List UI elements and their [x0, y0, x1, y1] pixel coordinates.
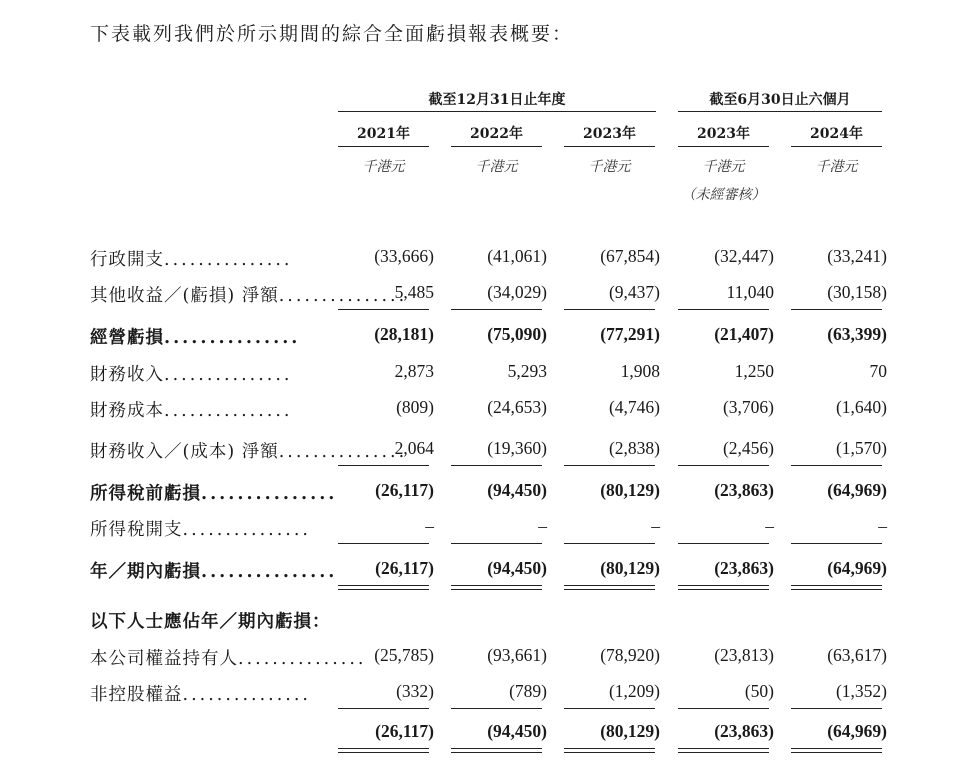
table-cell: (63,399) [827, 324, 887, 344]
table-cell: (33,666) [374, 246, 434, 266]
unit-label: 千港元 [475, 159, 518, 175]
table-cell: (2,456) [722, 438, 774, 458]
subtotal-underline [678, 543, 769, 544]
row-label-text: 其他收益／(虧損) 淨額 [90, 286, 279, 306]
table-cell: (1,640) [835, 397, 887, 417]
row-label [90, 608, 340, 633]
table-cell: (4,746) [608, 397, 660, 417]
table-cell: 1,250 [734, 361, 774, 381]
group-header-interim: 截至6月30日止六個月 [709, 92, 851, 108]
subtotal-underline [451, 543, 542, 544]
table-cell: (24,653) [487, 397, 547, 417]
table-cell: (33,241) [827, 246, 887, 266]
year-header: 2022年 [470, 126, 523, 142]
row-label-text: 本公司權益持有人 [90, 649, 238, 669]
table-cell: (94,450) [487, 480, 547, 500]
table-cell: (32,447) [714, 246, 774, 266]
row-label-text: 財務成本 [90, 401, 164, 421]
row-label-text: 財務收入 [90, 365, 164, 385]
table-cell: (26,117) [375, 558, 434, 578]
year-underline [451, 146, 542, 147]
table-cell: (77,291) [600, 324, 660, 344]
total-double-underline [791, 748, 882, 753]
table-cell: (25,785) [374, 645, 434, 665]
year-underline [678, 146, 769, 147]
table-cell: (64,969) [827, 480, 887, 500]
subtotal-underline [338, 543, 429, 544]
subtotal-underline [451, 708, 542, 709]
leader-dots: ............... [278, 286, 408, 306]
subtotal-underline [338, 465, 429, 466]
year-underline [338, 146, 429, 147]
unit-label: 千港元 [362, 159, 405, 175]
table-cell: (332) [396, 681, 434, 701]
subtotal-underline [564, 465, 655, 466]
table-cell: (23,863) [714, 480, 774, 500]
subtotal-underline [451, 465, 542, 466]
row-label-text: 行政開支 [90, 250, 164, 270]
subtotal-underline [791, 309, 882, 310]
table-cell: (34,029) [487, 282, 547, 302]
subtotal-underline [564, 543, 655, 544]
row-label-text: 財務收入／(成本) 淨額 [90, 442, 279, 462]
leader-dots: ............... [201, 484, 338, 504]
table-cell: (30,158) [827, 282, 887, 302]
table-cell: 5,485 [394, 282, 434, 302]
leader-dots: ............... [164, 250, 293, 270]
table-cell: (26,117) [375, 721, 434, 741]
group-header-annual: 截至12月31日止年度 [428, 92, 566, 108]
table-cell: (80,129) [600, 558, 660, 578]
group-underline-annual [338, 111, 656, 112]
leader-dots: ............... [164, 328, 301, 348]
table-cell: (93,661) [487, 645, 547, 665]
leader-dots: ............... [182, 685, 311, 705]
table-cell: (67,854) [600, 246, 660, 266]
table-cell: (23,863) [714, 721, 774, 741]
unit-label: 千港元 [588, 159, 631, 175]
total-double-underline [564, 748, 655, 753]
leader-dots: ............... [201, 562, 338, 582]
table-cell: (3,706) [722, 397, 774, 417]
total-double-underline [564, 585, 655, 590]
subtotal-underline [791, 543, 882, 544]
row-label-text: 所得稅前虧損 [90, 484, 201, 504]
table-cell: (23,863) [714, 558, 774, 578]
table-cell: (78,920) [600, 645, 660, 665]
group-underline-interim [678, 111, 882, 112]
table-cell: 2,873 [394, 361, 434, 381]
row-label-text: 年／期內虧損 [90, 562, 201, 582]
row-label-text: 非控股權益 [90, 685, 183, 705]
table-cell: (80,129) [600, 721, 660, 741]
table-cell: (41,061) [487, 246, 547, 266]
total-double-underline [338, 585, 429, 590]
unaudited-note: （未經審核） [681, 187, 766, 203]
total-double-underline [451, 585, 542, 590]
total-double-underline [451, 748, 542, 753]
total-double-underline [791, 585, 882, 590]
table-cell: (94,450) [487, 721, 547, 741]
year-header: 2023年 [583, 126, 636, 142]
table-cell: (23,813) [714, 645, 774, 665]
table-cell: – [878, 516, 887, 536]
table-cell: – [765, 516, 774, 536]
table-cell: 70 [869, 361, 887, 381]
year-underline [791, 146, 882, 147]
leader-dots: ............... [238, 649, 367, 669]
row-label-text: 以下人士應佔年／期內虧損： [90, 612, 331, 632]
table-cell: – [425, 516, 434, 536]
table-cell: (28,181) [374, 324, 434, 344]
total-double-underline [678, 585, 769, 590]
table-cell: 5,293 [507, 361, 547, 381]
subtotal-underline [678, 309, 769, 310]
subtotal-underline [564, 708, 655, 709]
table-cell: (1,570) [835, 438, 887, 458]
table-cell: 1,908 [620, 361, 660, 381]
table-cell: – [538, 516, 547, 536]
table-cell: (9,437) [608, 282, 660, 302]
table-cell: (21,407) [714, 324, 774, 344]
row-label-text: 經營虧損 [90, 328, 164, 348]
total-double-underline [678, 748, 769, 753]
table-cell: (26,117) [375, 480, 434, 500]
subtotal-underline [338, 309, 429, 310]
leader-dots: ............... [182, 520, 311, 540]
table-cell: (789) [509, 681, 547, 701]
leader-dots: ............... [164, 401, 293, 421]
subtotal-underline [678, 465, 769, 466]
table-cell: – [651, 516, 660, 536]
subtotal-underline [338, 708, 429, 709]
year-underline [564, 146, 655, 147]
table-cell: (2,838) [608, 438, 660, 458]
table-cell: (64,969) [827, 721, 887, 741]
year-header: 2023年 [697, 126, 750, 142]
subtotal-underline [564, 309, 655, 310]
table-cell: (1,209) [608, 681, 660, 701]
table-cell: (19,360) [487, 438, 547, 458]
table-cell: (50) [744, 681, 774, 701]
row-label-text: 所得稅開支 [90, 520, 183, 540]
table-cell: (809) [396, 397, 434, 417]
subtotal-underline [791, 708, 882, 709]
table-cell: 2,064 [394, 438, 434, 458]
leader-dots: ............... [278, 442, 408, 462]
intro-text: 下表載列我們於所示期間的綜合全面虧損報表概要： [90, 23, 574, 45]
table-cell: (94,450) [487, 558, 547, 578]
year-header: 2024年 [810, 126, 863, 142]
table-cell: (64,969) [827, 558, 887, 578]
subtotal-underline [678, 708, 769, 709]
subtotal-underline [791, 465, 882, 466]
total-double-underline [338, 748, 429, 753]
table-cell: 11,040 [726, 282, 774, 302]
unit-label: 千港元 [815, 159, 858, 175]
table-cell: (63,617) [827, 645, 887, 665]
table-cell: (80,129) [600, 480, 660, 500]
leader-dots: ............... [164, 365, 293, 385]
subtotal-underline [451, 309, 542, 310]
unit-label: 千港元 [702, 159, 745, 175]
table-cell: (75,090) [487, 324, 547, 344]
table-cell: (1,352) [835, 681, 887, 701]
year-header: 2021年 [357, 126, 410, 142]
